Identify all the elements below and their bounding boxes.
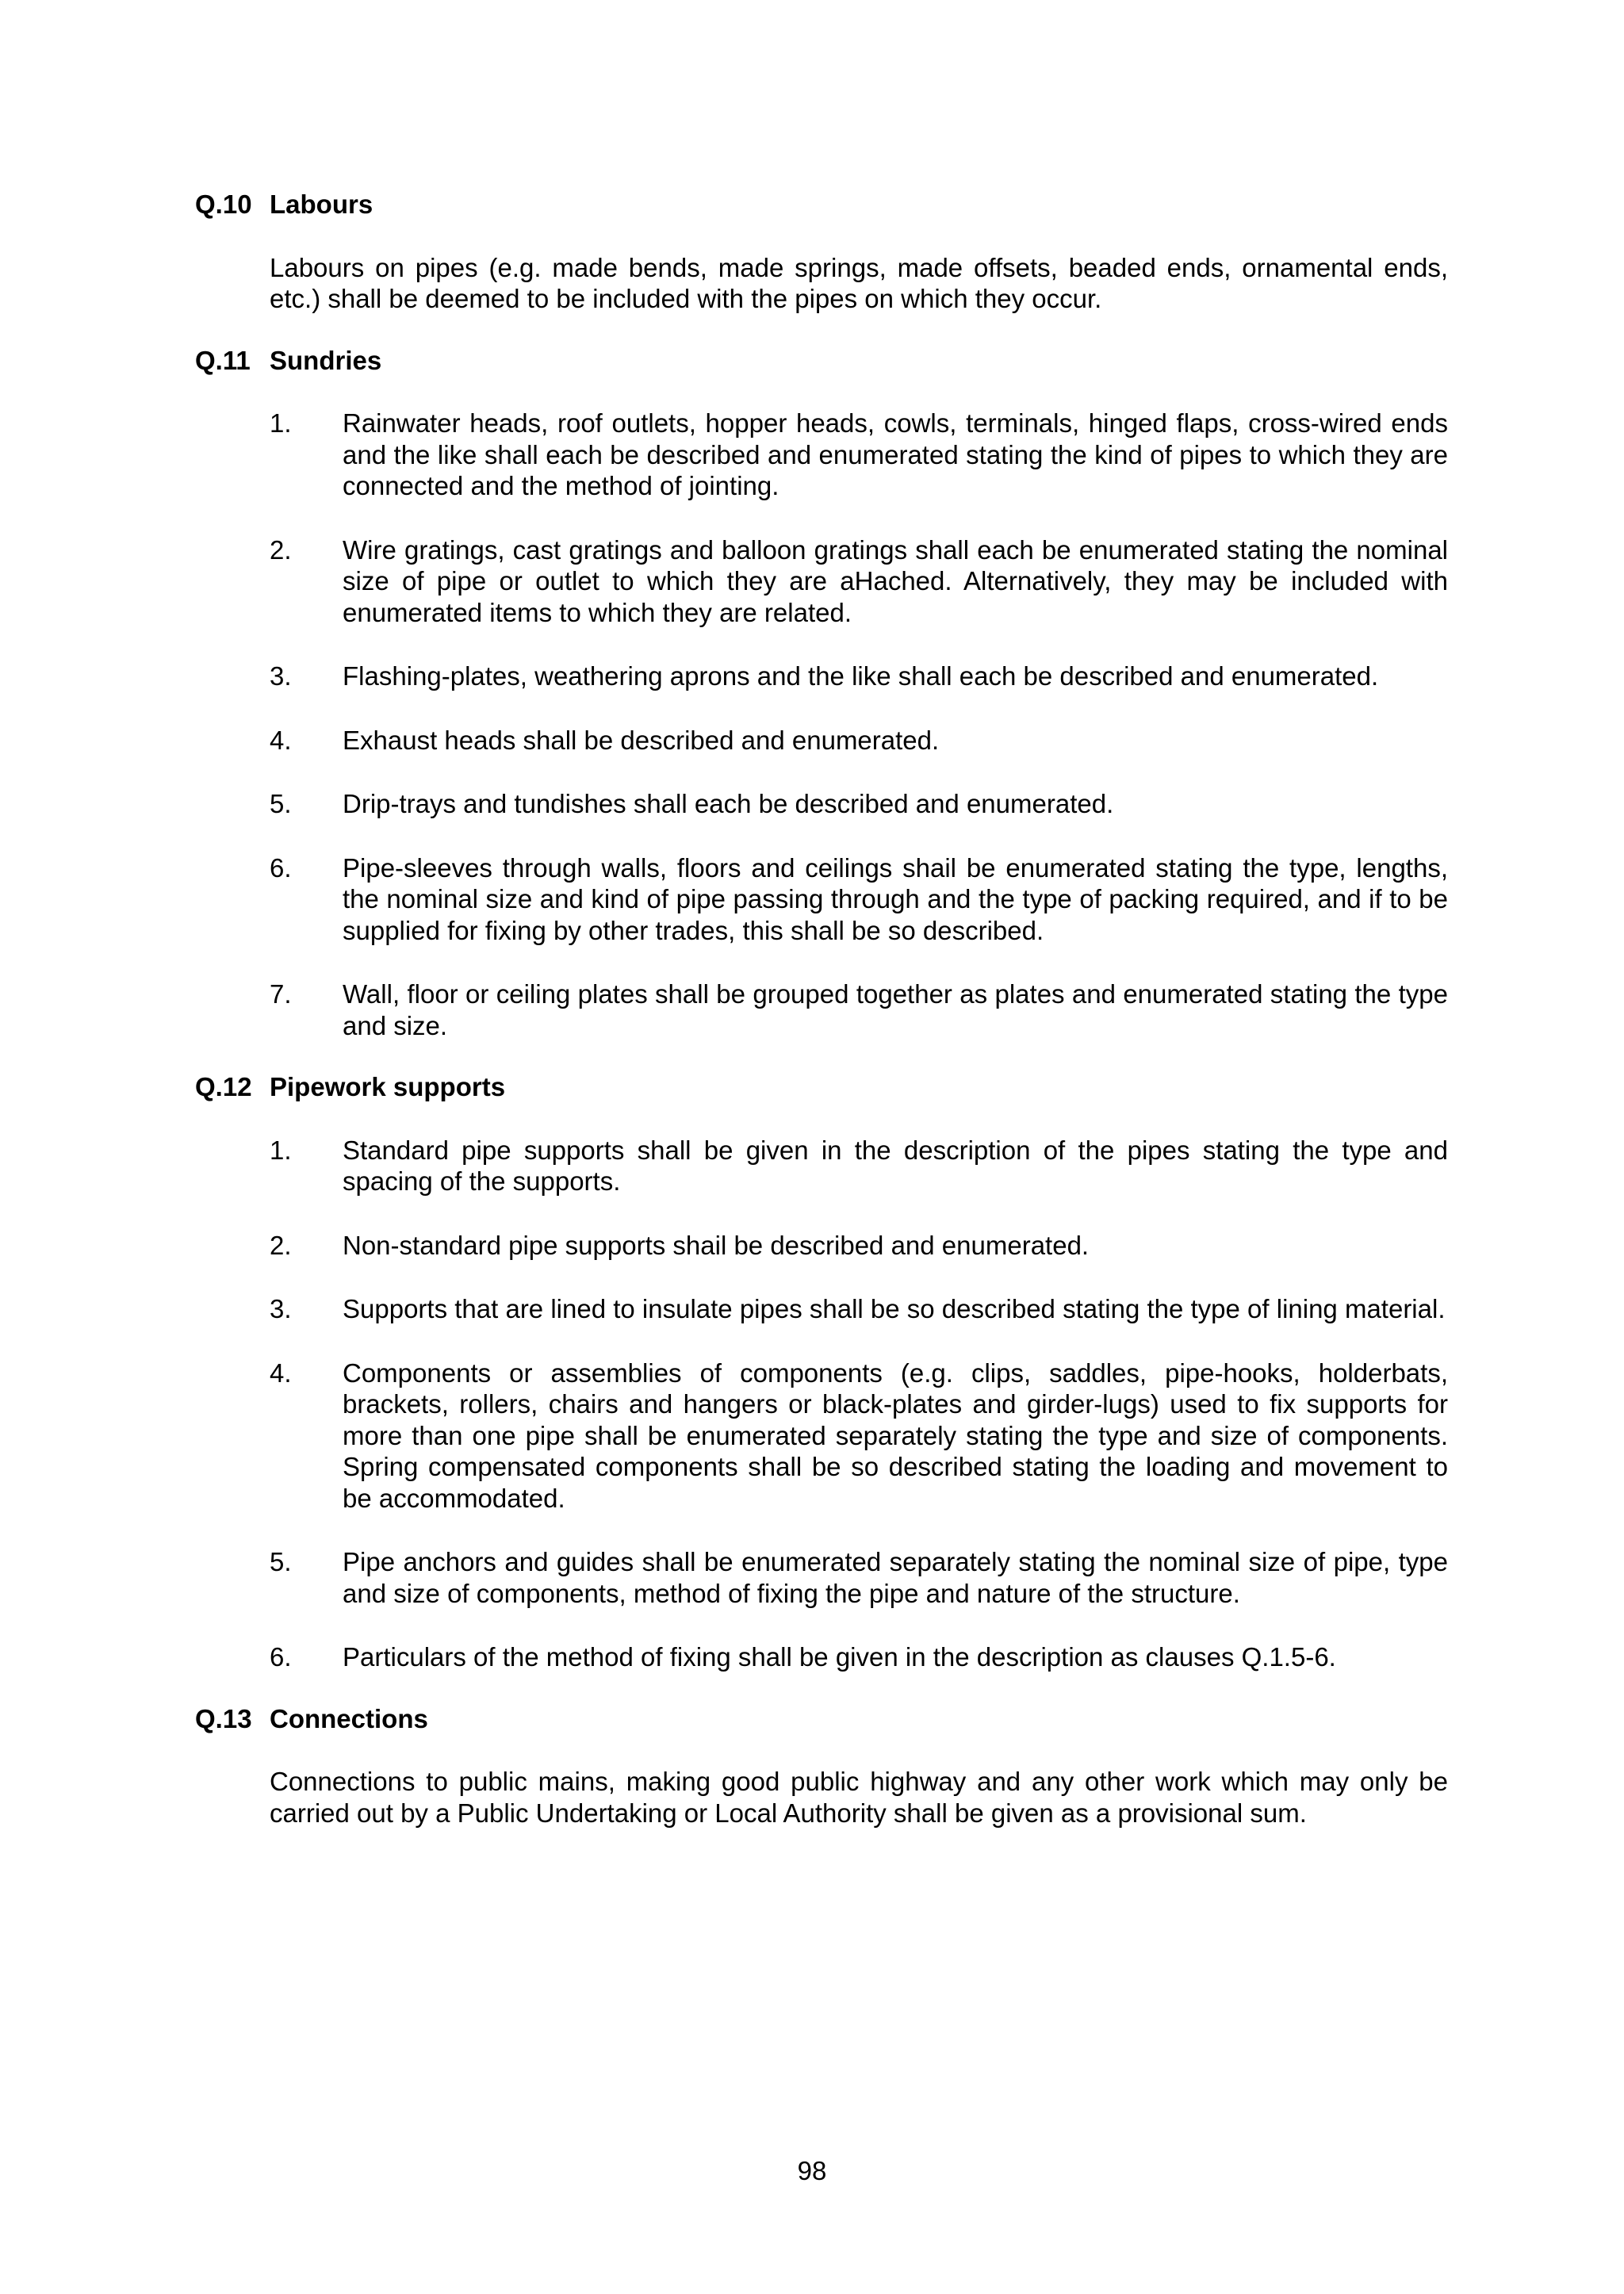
list-item-text: Pipe-sleeves through walls, floors and ceilings shail be enumerated stating the type, lengths, the nominal size and kind of pipe passing through and the type of packing required, and if to be supplied for fixing by other trades, this shall be so described. — [343, 852, 1448, 945]
list-item-number: 3. — [270, 661, 292, 691]
list-item-number: 1. — [270, 1135, 292, 1165]
section-heading — [195, 1071, 1448, 1103]
list-item — [270, 1230, 1448, 1262]
list-item-text: Supports that are lined to insulate pipes shall be so described stating the type of lining material. — [343, 1294, 1446, 1323]
list-item — [270, 1358, 1448, 1515]
list-item — [270, 1135, 1448, 1197]
numbered-list — [195, 1135, 1448, 1673]
list-item-number: 7. — [270, 979, 292, 1009]
list-item-number: 2. — [270, 1230, 292, 1260]
list-item — [270, 788, 1448, 820]
section-number: Q.12 — [195, 1072, 252, 1101]
list-item — [270, 1293, 1448, 1325]
list-item-text: Non-standard pipe supports shail be described and enumerated. — [343, 1230, 1090, 1260]
list-item-text: Components or assemblies of components (e.g. clips, saddles, pipe-hooks, holderbats, brackets, rollers, chairs and hangers or black-plates and girder-lugs) used to fix supports for more than one pipe shall be enumerated separately stating the type and size of components. Spring compensated components shall be so described stating the loading and movement to be accommodated. — [343, 1358, 1448, 1513]
list-item — [270, 1641, 1448, 1673]
list-item-number: 3. — [270, 1294, 292, 1323]
list-item — [270, 661, 1448, 692]
list-item-text: Wire gratings, cast gratings and balloon gratings shall each be enumerated stating the nominal size of pipe or outlet to which they are aHached. Alternatively, they may be included with enumerated items to which they are related. — [343, 534, 1448, 627]
section-heading — [195, 345, 1448, 377]
list-item — [270, 534, 1448, 629]
section-paragraph: Connections to public mains, making good public highway and any other work which may only be carried out by a Public Undertaking or Local Authority shall be given as a provisional sum. — [270, 1767, 1448, 1828]
section-q10 — [195, 189, 1448, 315]
list-item-number: 2. — [270, 534, 292, 565]
list-item — [270, 1546, 1448, 1609]
list-item-text: Pipe anchors and guides shall be enumerated separately stating the nominal size of pipe, type and size of components, method of fixing the pipe and nature of the structure. — [343, 1547, 1448, 1608]
section-number: Q.13 — [195, 1703, 252, 1733]
list-item-text: Wall, floor or ceiling plates shall be grouped together as plates and enumerated stating the type and size. — [343, 979, 1448, 1040]
page-content — [195, 189, 1448, 1859]
section-q13 — [195, 1703, 1448, 1829]
section-q11 — [195, 345, 1448, 1042]
section-title: Sundries — [270, 345, 382, 375]
list-item-number: 5. — [270, 1547, 292, 1576]
list-item — [270, 978, 1448, 1041]
section-paragraph: Labours on pipes (e.g. made bends, made springs, made offsets, beaded ends, ornamental ends, etc.) shall be deemed to be included with the pipes on which they occur. — [270, 252, 1448, 313]
section-heading — [195, 1703, 1448, 1735]
list-item-text: Standard pipe supports shall be given in the description of the pipes stating the type and spacing of the supports. — [343, 1135, 1448, 1196]
list-item — [270, 408, 1448, 502]
section-title: Pipework supports — [270, 1072, 506, 1101]
section-title: Connections — [270, 1703, 428, 1733]
section-number: Q.10 — [195, 190, 252, 219]
list-item-number: 5. — [270, 789, 292, 818]
section-q12 — [195, 1071, 1448, 1673]
list-item-text: Drip-trays and tundishes shall each be described and enumerated. — [343, 789, 1114, 818]
list-item-number: 4. — [270, 1358, 292, 1388]
numbered-list — [195, 408, 1448, 1041]
section-heading — [195, 189, 1448, 220]
list-item — [270, 725, 1448, 756]
section-number: Q.11 — [195, 345, 251, 375]
list-item-text: Flashing-plates, weathering aprons and the like shall each be described and enumerated. — [343, 661, 1379, 691]
list-item — [270, 852, 1448, 947]
list-item-text: Exhaust heads shall be described and enumerated. — [343, 725, 940, 755]
list-item-text: Rainwater heads, roof outlets, hopper heads, cowls, terminals, hinged flaps, cross-wired ends and the like shall each be described and enumerated stating the kind of pipes to which they are connected and the method of jointing. — [343, 408, 1448, 500]
list-item-text: Particulars of the method of fixing shall be given in the description as clauses Q.1.5-6. — [343, 1642, 1336, 1672]
page-number: 98 — [797, 2156, 827, 2185]
list-item-number: 6. — [270, 1642, 292, 1672]
list-item-number: 6. — [270, 852, 292, 883]
list-item-number: 4. — [270, 725, 292, 755]
list-item-number: 1. — [270, 408, 292, 438]
section-title: Labours — [270, 190, 373, 219]
